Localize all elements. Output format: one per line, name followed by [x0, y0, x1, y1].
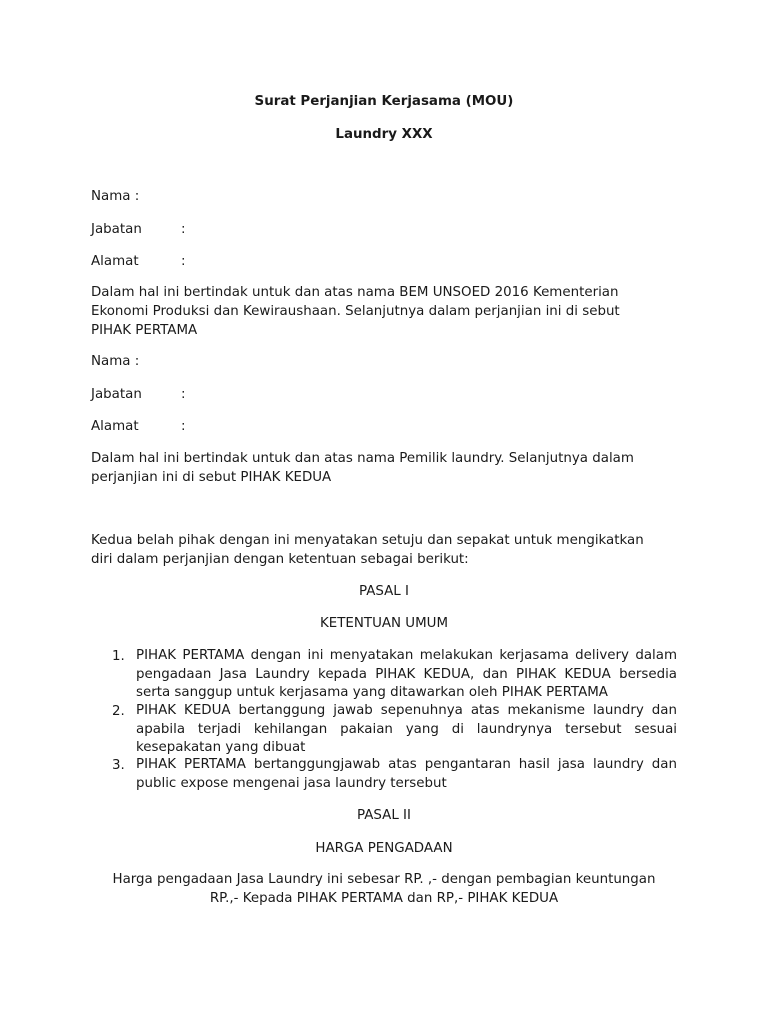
document-subtitle: Laundry XXX — [335, 127, 433, 142]
list-item-line: PIHAK PERTAMA bertanggungjawab atas pengantaran hasil jasa laundry dan — [136, 757, 677, 772]
party2-alamat-colon: : — [181, 419, 186, 434]
pasal1-title: KETENTUAN UMUM — [319, 616, 449, 631]
list-item-line: PIHAK KEDUA bertanggung jawab sepenuhnya atas mekanisme laundry dan — [136, 703, 677, 718]
list-item-number: 3. — [112, 758, 125, 773]
pasal2-title: HARGA PENGADAAN — [315, 841, 453, 856]
list-item-line: PIHAK PERTAMA dengan ini menyatakan melakukan kerjasama delivery dalam — [136, 648, 677, 663]
pasal2-heading: PASAL II — [357, 808, 411, 823]
party2-alamat-label: Alamat — [91, 419, 139, 434]
party2-jabatan-colon: : — [181, 387, 186, 402]
list-item — [136, 702, 677, 758]
party1-alamat-label: Alamat — [91, 254, 139, 269]
pasal2-line: Harga pengadaan Jasa Laundry ini sebesar RP. ,- dengan pembagian keuntungan — [112, 872, 656, 887]
pasal1-heading: PASAL I — [359, 584, 409, 599]
agreement-line: diri dalam perjanjian dengan ketentuan sebagai berikut: — [91, 552, 469, 567]
list-item-line: pengadaan Jasa Laundry kepada PIHAK KEDUA, dan PIHAK KEDUA bersedia — [136, 666, 677, 682]
document-title: Surat Perjanjian Kerjasama (MOU) — [254, 94, 514, 109]
party2-statement-line: perjanjian ini di sebut PIHAK KEDUA — [91, 470, 332, 485]
pasal2-line: RP.,- Kepada PIHAK PERTAMA dan RP,- PIHAK KEDUA — [209, 891, 559, 906]
party1-alamat-colon: : — [181, 254, 186, 269]
list-item-line: kesepakatan yang dibuat — [136, 740, 306, 756]
party2-jabatan-label: Jabatan — [91, 387, 142, 402]
list-item-line: apabila terjadi kehilangan pakaian yang di laundrynya tersebut sesuai — [136, 721, 677, 737]
list-item-line: serta sanggup untuk kerjasama yang ditawarkan oleh PIHAK PERTAMA — [136, 685, 608, 701]
party2-nama-label: Nama : — [91, 354, 140, 369]
list-item-number: 1. — [112, 649, 125, 664]
agreement-line: Kedua belah pihak dengan ini menyatakan setuju dan sepakat untuk mengikatkan — [91, 533, 644, 548]
list-item-line: public expose mengenai jasa laundry tersebut — [136, 775, 447, 791]
list-item — [136, 647, 677, 703]
party1-jabatan-colon: : — [181, 222, 186, 237]
list-item-number: 2. — [112, 704, 125, 719]
list-item — [136, 756, 677, 793]
party1-jabatan-label: Jabatan — [91, 222, 142, 237]
party1-statement-line: Ekonomi Produksi dan Kewiraushaan. Selanjutnya dalam perjanjian ini di sebut — [91, 304, 620, 319]
party1-nama-label: Nama : — [91, 189, 140, 204]
party2-statement-line: Dalam hal ini bertindak untuk dan atas nama Pemilik laundry. Selanjutnya dalam — [91, 451, 634, 466]
party1-statement-line: Dalam hal ini bertindak untuk dan atas nama BEM UNSOED 2016 Kementerian — [91, 285, 619, 300]
party1-statement-line: PIHAK PERTAMA — [91, 323, 198, 338]
